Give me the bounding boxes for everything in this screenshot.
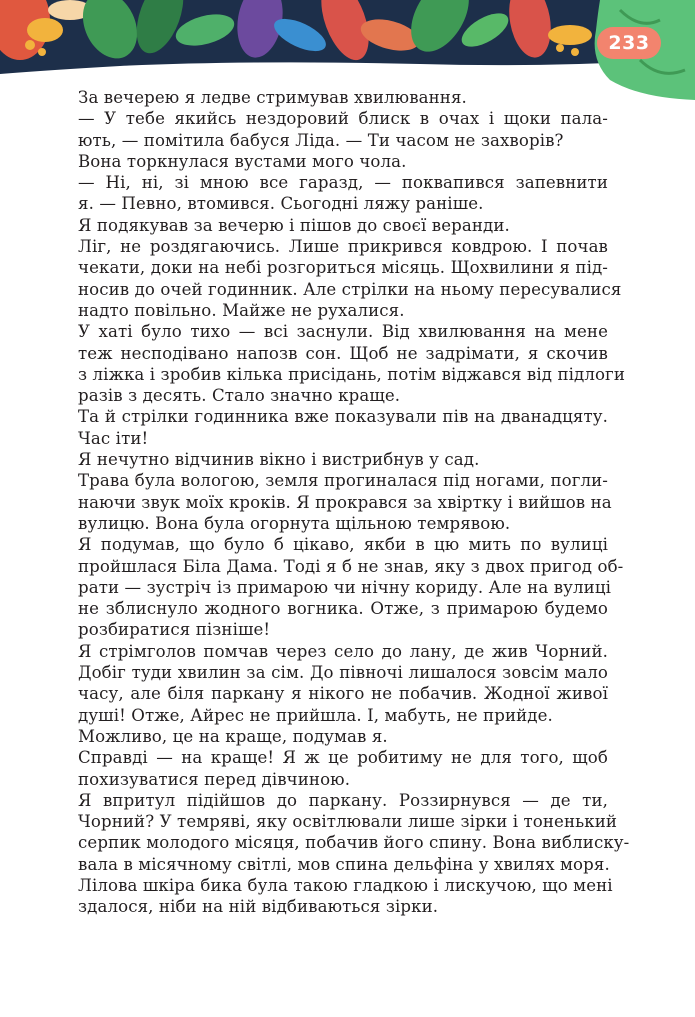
- story-text: [78, 87, 630, 918]
- text-line: Я впритул підійшов до паркану. Роззирнувся — де ти,: [78, 790, 608, 810]
- text-line: не зблиснуло жодного вогника. Отже, з примарою будемо: [78, 599, 608, 619]
- paragraph: [78, 641, 608, 726]
- paragraph: [78, 470, 612, 534]
- paragraph: [78, 534, 624, 640]
- paragraph: [78, 449, 608, 470]
- text-line: розбиратися пізніше!: [78, 620, 271, 640]
- text-line: серпик молодого місяця, побачив його спину. Вона виблиску-: [78, 833, 630, 853]
- text-line: носив до очей годинник. Але стрілки на ньому пересувалися: [78, 279, 622, 299]
- text-line: Лілова шкіра бика була такою гладкою і лискучою, що мені: [78, 875, 613, 895]
- paragraph: [78, 321, 626, 406]
- text-line: разів з десять. Стало значно краще.: [78, 386, 401, 406]
- text-line: Я нечутно відчинив вікно і вистрибнув у сад.: [78, 450, 480, 470]
- text-line: За вечерею я ледве стримував хвилювання.: [78, 88, 467, 107]
- text-line: чекати, доки на небі розгориться місяць. Щохвилини я під-: [78, 258, 608, 278]
- paragraph: [78, 87, 608, 108]
- paragraph: [78, 747, 608, 790]
- text-line: пройшлася Біла Дама. Тоді я б не знав, яку з двох пригод об-: [78, 556, 624, 576]
- text-line: теж несподівано напозв сон. Щоб не задрімати, я скочив: [78, 343, 608, 363]
- text-line: Трава була вологою, земля прогиналася під ногами, погли-: [78, 471, 608, 491]
- text-line: — У тебе якийсь нездоровий блиск в очах і щоки пала-: [78, 109, 608, 129]
- text-line: Чорний? У темряві, яку освітлювали лише зірки і тоненький: [78, 812, 618, 832]
- paragraph: [78, 215, 608, 236]
- paragraph: [78, 406, 608, 449]
- text-line: — Ні, ні, зі мною все гаразд, — поквапився запевнити: [78, 173, 608, 193]
- paragraph: [78, 172, 608, 215]
- text-line: Я подумав, що було б цікаво, якби в цю мить по вулиці: [78, 535, 608, 555]
- paragraph: [78, 790, 630, 918]
- text-line: Та й стрілки годинника вже показували пів на дванадцяту.: [78, 407, 608, 427]
- text-line: Я подякував за вечерю і пішов до своєї веранди.: [78, 215, 510, 235]
- text-line: Час іти!: [78, 428, 149, 448]
- paragraph: [78, 236, 622, 321]
- text-line: Справді — на краще! Я ж це робитиму не для того, щоб: [78, 748, 608, 768]
- text-line: ють, — помітила бабуся Ліда. — Ти часом не захворів?: [78, 130, 564, 150]
- paragraph: [78, 151, 608, 172]
- text-line: часу, але біля паркану я нікого не побачив. Жодної живої: [78, 684, 608, 704]
- text-line: вала в місячному світлі, мов спина дельфіна у хвилях моря.: [78, 854, 610, 874]
- text-line: з ліжка і зробив кілька присідань, потім віджався від підлоги: [78, 364, 626, 384]
- text-line: надто повільно. Майже не рухалися.: [78, 300, 405, 320]
- text-line: рати — зустріч із примарою чи нічну кориду. Але на вулиці: [78, 577, 611, 597]
- decorative-header: [0, 0, 695, 100]
- text-line: У хаті було тихо — всі заснули. Від хвилювання на мене: [78, 322, 608, 342]
- text-line: похизуватися перед дівчиною.: [78, 769, 351, 789]
- text-line: Можливо, це на краще, подумав я.: [78, 726, 388, 746]
- leaf-illustration: [0, 0, 695, 100]
- text-line: здалося, ніби на ній відбиваються зірки.: [78, 897, 439, 917]
- text-line: Я стрімголов помчав через село до лану, де жив Чорний.: [78, 641, 608, 661]
- page-number-badge: 233: [597, 27, 661, 59]
- paragraph: [78, 108, 608, 151]
- text-line: душі! Отже, Айрес не прийшла. І, мабуть, не прийде.: [78, 705, 553, 725]
- text-line: Ліг, не роздягаючись. Лише прикрився ковдрою. І почав: [78, 237, 608, 257]
- text-line: вулицю. Вона була огорнута щільною темрявою.: [78, 513, 511, 533]
- text-line: наючи звук моїх кроків. Я прокрався за хвіртку і вийшов на: [78, 492, 612, 512]
- paragraph: [78, 726, 608, 747]
- text-line: Вона торкнулася вустами мого чола.: [78, 151, 407, 171]
- text-line: я. — Певно, втомився. Сьогодні ляжу раніше.: [78, 194, 484, 214]
- text-line: Добіг туди хвилин за сім. До півночі лишалося зовсім мало: [78, 663, 608, 683]
